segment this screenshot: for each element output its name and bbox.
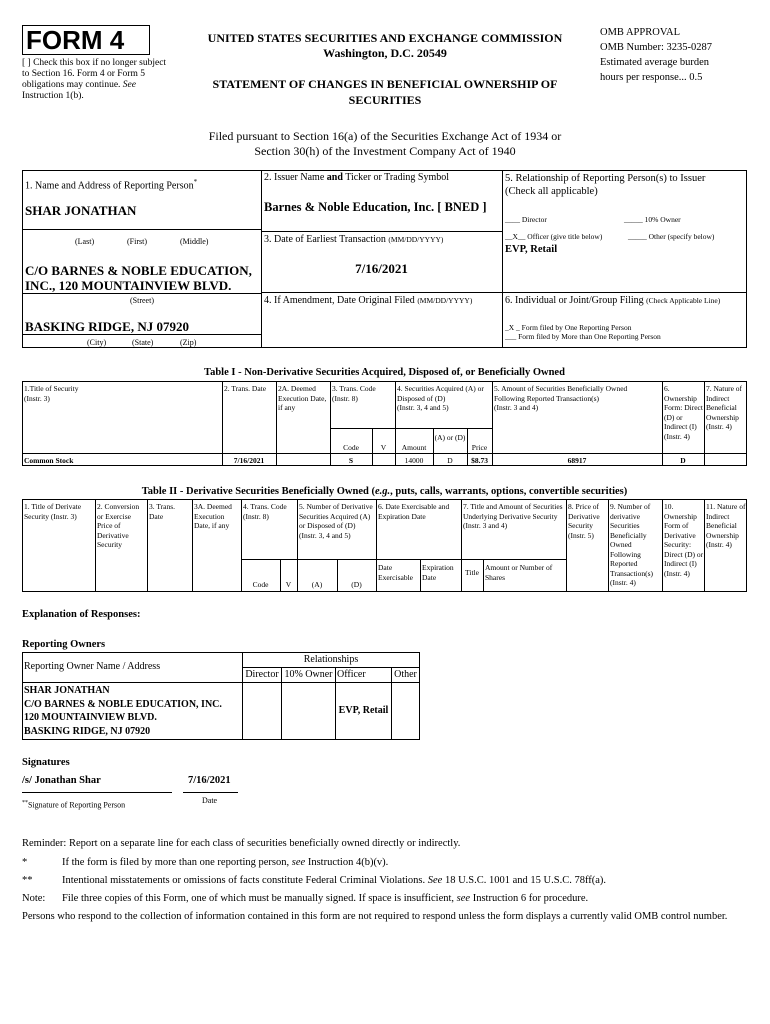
city-label: (City) <box>87 338 107 347</box>
t2-h3: 3. Trans. Date <box>149 502 176 521</box>
row-code: S <box>348 456 354 465</box>
omb-notice: Persons who respond to the collection of information contained in this form are not required to respond unless the form displays a currently valid OMB control number. <box>22 911 728 922</box>
box5-label: 5. Relationship of Reporting Person(s) to Issuer (Check all applicable) <box>505 173 706 197</box>
t1-price: Price <box>471 443 488 452</box>
note-star: If the form is filed by more than one reporting person, see Instruction 4(b)(v). <box>62 857 389 868</box>
row-ownership-form: D <box>680 456 686 465</box>
other-checkbox[interactable]: _____ Other (specify below) <box>628 232 715 241</box>
t1-aord: (A) or (D) <box>434 433 466 442</box>
table2-title: Table II - Derivative Securities Beneficially Owned (e.g., puts, calls, warrants, options, convertible securities) <box>141 486 628 497</box>
t2-d: (D) <box>351 580 362 589</box>
box3-label: 3. Date of Earliest Transaction (MM/DD/YYYY) <box>264 234 444 245</box>
officer-title: EVP, Retail <box>505 244 558 255</box>
note-2star: Intentional misstatements or omissions of facts constitute Federal Criminal Violations. See 18 U.S.C. 1001 and 15 U.S.C. 78ff(a). <box>62 875 607 886</box>
state-label: (State) <box>132 338 154 347</box>
t2-h2: 2. Conversion or Exercise Price of Derivative Security <box>97 502 140 549</box>
statement-title: STATEMENT OF CHANGES IN BENEFICIAL OWNERSHIP OF SECURITIES <box>212 77 558 107</box>
owner-col-name: Reporting Owner Name / Address <box>24 661 161 672</box>
ten-percent-owner-checkbox[interactable]: _____ 10% Owner <box>624 215 681 224</box>
t1-h1: 1.Title of Security (Instr. 3) <box>24 384 79 403</box>
t2-expiration: Expiration Date <box>422 563 454 582</box>
note-2star-mark: ** <box>22 875 33 886</box>
director-checkbox[interactable]: ____ Director <box>505 215 547 224</box>
owner-officer-value: EVP, Retail <box>338 705 389 716</box>
multiple-persons-filing-option[interactable]: ___ Form filed by More than One Reporting Person <box>505 332 661 341</box>
t1-h4: 4. Securities Acquired (A) or Disposed of (D) (Instr. 3, 4 and 5) <box>397 384 484 412</box>
t1-h5: 5. Amount of Securities Beneficially Owned Following Reported Transaction(s) (Instr. 3 and 4) <box>494 384 628 412</box>
form-title: FORM 4 <box>26 25 125 55</box>
t1-h3: 3. Trans. Code (Instr. 8) <box>332 384 376 403</box>
t2-h1: 1. Title of Derivate Security (Instr. 3) <box>24 502 82 521</box>
t2-a: (A) <box>311 580 323 589</box>
t2-h3a: 3A. Deemed Execution Date, if any <box>194 502 232 530</box>
box4-label: 4. If Amendment, Date Original Filed (MM/DD/YYYY) <box>264 295 473 306</box>
note-file-copies: File three copies of this Form, one of which must be manually signed. If space is insufficient, see Instruction 6 for procedure. <box>62 893 589 904</box>
date-label: Date <box>202 796 218 805</box>
first-label: (First) <box>127 237 147 246</box>
table1-title: Table I - Non-Derivative Securities Acquired, Disposed of, or Beneficially Owned <box>204 367 565 378</box>
note-mark: Note: <box>22 893 46 904</box>
reporting-owners-heading: Reporting Owners <box>22 639 106 650</box>
filed-pursuant: Filed pursuant to Section 16(a) of the Securities Exchange Act of 1934 or Section 30(h) of the Investment Company Act of 1940 <box>208 129 562 158</box>
t1-v: V <box>380 443 387 452</box>
t2-h10: 10. Ownership Form of Derivative Security: Direct (D) or Indirect (I) (Instr. 4) <box>664 502 704 578</box>
street-line-1: C/O BARNES & NOBLE EDUCATION, <box>25 263 252 278</box>
t1-h2: 2. Trans. Date <box>224 384 267 393</box>
form-title-box <box>22 25 150 55</box>
t2-h4: 4. Trans. Code (Instr. 8) <box>243 502 287 521</box>
one-person-filing-option[interactable]: _X _ Form filed by One Reporting Person <box>505 323 632 332</box>
owner-col-relationships: Relationships <box>303 654 359 665</box>
t1-amount: Amount <box>401 443 427 452</box>
t1-h2a: 2A. Deemed Execution Date, if any <box>278 384 327 412</box>
reporting-person-name: SHAR JONATHAN <box>25 203 137 218</box>
row-trans-date: 7/16/2021 <box>233 456 265 465</box>
box1-label: 1. Name and Address of Reporting Person* <box>25 178 198 192</box>
box2-label: 2. Issuer Name and Ticker or Trading Symbol <box>264 172 450 183</box>
omb-approval: OMB APPROVAL OMB Number: 3235-0287 Estimated average burden hours per response... 0.5 <box>600 27 712 83</box>
t2-title: Title <box>465 568 479 577</box>
signature-label: **Signature of Reporting Person <box>22 800 126 810</box>
signatures-heading: Signatures <box>22 757 70 768</box>
reminder: Reminder: Report on a separate line for each class of securities beneficially owned directly or indirectly. <box>22 838 461 849</box>
row-price: $8.73 <box>471 456 488 465</box>
owner-col-officer: Officer <box>337 669 366 680</box>
owner-col-director: Director <box>245 669 279 680</box>
t2-v: V <box>285 580 292 589</box>
agency-location: Washington, D.C. 20549 <box>323 46 447 60</box>
t1-h6: 6. Ownership Form: Direct (D) or Indirect (I) (Instr. 4) <box>664 384 703 441</box>
signature: /s/ Jonathan Shar <box>22 775 101 786</box>
t2-amount: Amount or Number of Shares <box>485 563 553 582</box>
t2-h9: 9. Number of derivative Securities Beneficially Owned Following Reported Transaction(s) (Instr. 4) <box>610 502 654 587</box>
explanation-heading: Explanation of Responses: <box>22 609 141 620</box>
officer-checkbox[interactable]: __X__ Officer (give title below) <box>505 232 603 241</box>
owner-col-other: Other <box>394 669 417 680</box>
row-security-title: Common Stock <box>24 456 74 465</box>
t2-h11: 11. Nature of Indirect Beneficial Ownership (Instr. 4) <box>706 502 746 549</box>
note-star-mark: * <box>22 857 28 868</box>
box6-label: 6. Individual or Joint/Group Filing (Check Applicable Line) <box>505 295 721 306</box>
t2-h5: 5. Number of Derivative Securities Acquired (A) or Disposed of (D) (Instr. 3, 4 and 5) <box>299 502 373 540</box>
row-a-or-d: D <box>447 456 453 465</box>
middle-label: (Middle) <box>180 237 209 246</box>
t2-code: Code <box>252 580 269 589</box>
earliest-transaction-date: 7/16/2021 <box>355 261 408 276</box>
t2-h7: 7. Title and Amount of Securities Underlying Derivative Security (Instr. 3 and 4) <box>463 502 563 530</box>
street-label: (Street) <box>130 296 154 305</box>
agency-name: UNITED STATES SECURITIES AND EXCHANGE COMMISSION <box>207 31 563 45</box>
no-longer-subject-checkbox[interactable]: [ ] Check this box if no longer subject to Section 16. Form 4 or Form 5 obligations may continue. See Instruction 1(b). <box>22 58 167 101</box>
t1-h7: 7. Nature of Indirect Beneficial Ownership (Instr. 4) <box>706 384 743 431</box>
t2-h8: 8. Price of Derivative Security (Instr. 5) <box>568 502 600 540</box>
row-owned: 68917 <box>567 456 587 465</box>
last-label: (Last) <box>75 237 95 246</box>
owner-col-10pct: 10% Owner <box>284 669 333 680</box>
t2-h6: 6. Date Exercisable and Expiration Date <box>378 502 450 521</box>
row-amount: 14000 <box>404 456 424 465</box>
signature-date: 7/16/2021 <box>188 775 231 786</box>
issuer-name: Barnes & Noble Education, Inc. [ BNED ] <box>264 200 487 214</box>
city-state-zip: BASKING RIDGE, NJ 07920 <box>25 319 189 334</box>
street-line-2: INC., 120 MOUNTAINVIEW BLVD. <box>25 278 232 293</box>
t1-code: Code <box>343 443 359 452</box>
zip-label: (Zip) <box>180 338 197 347</box>
owner-address: SHAR JONATHAN C/O BARNES & NOBLE EDUCATION, INC. 120 MOUNTAINVIEW BLVD. BASKING RIDGE, NJ 07920 <box>24 685 222 737</box>
t2-date-exercisable: Date Exercisable <box>378 563 413 582</box>
